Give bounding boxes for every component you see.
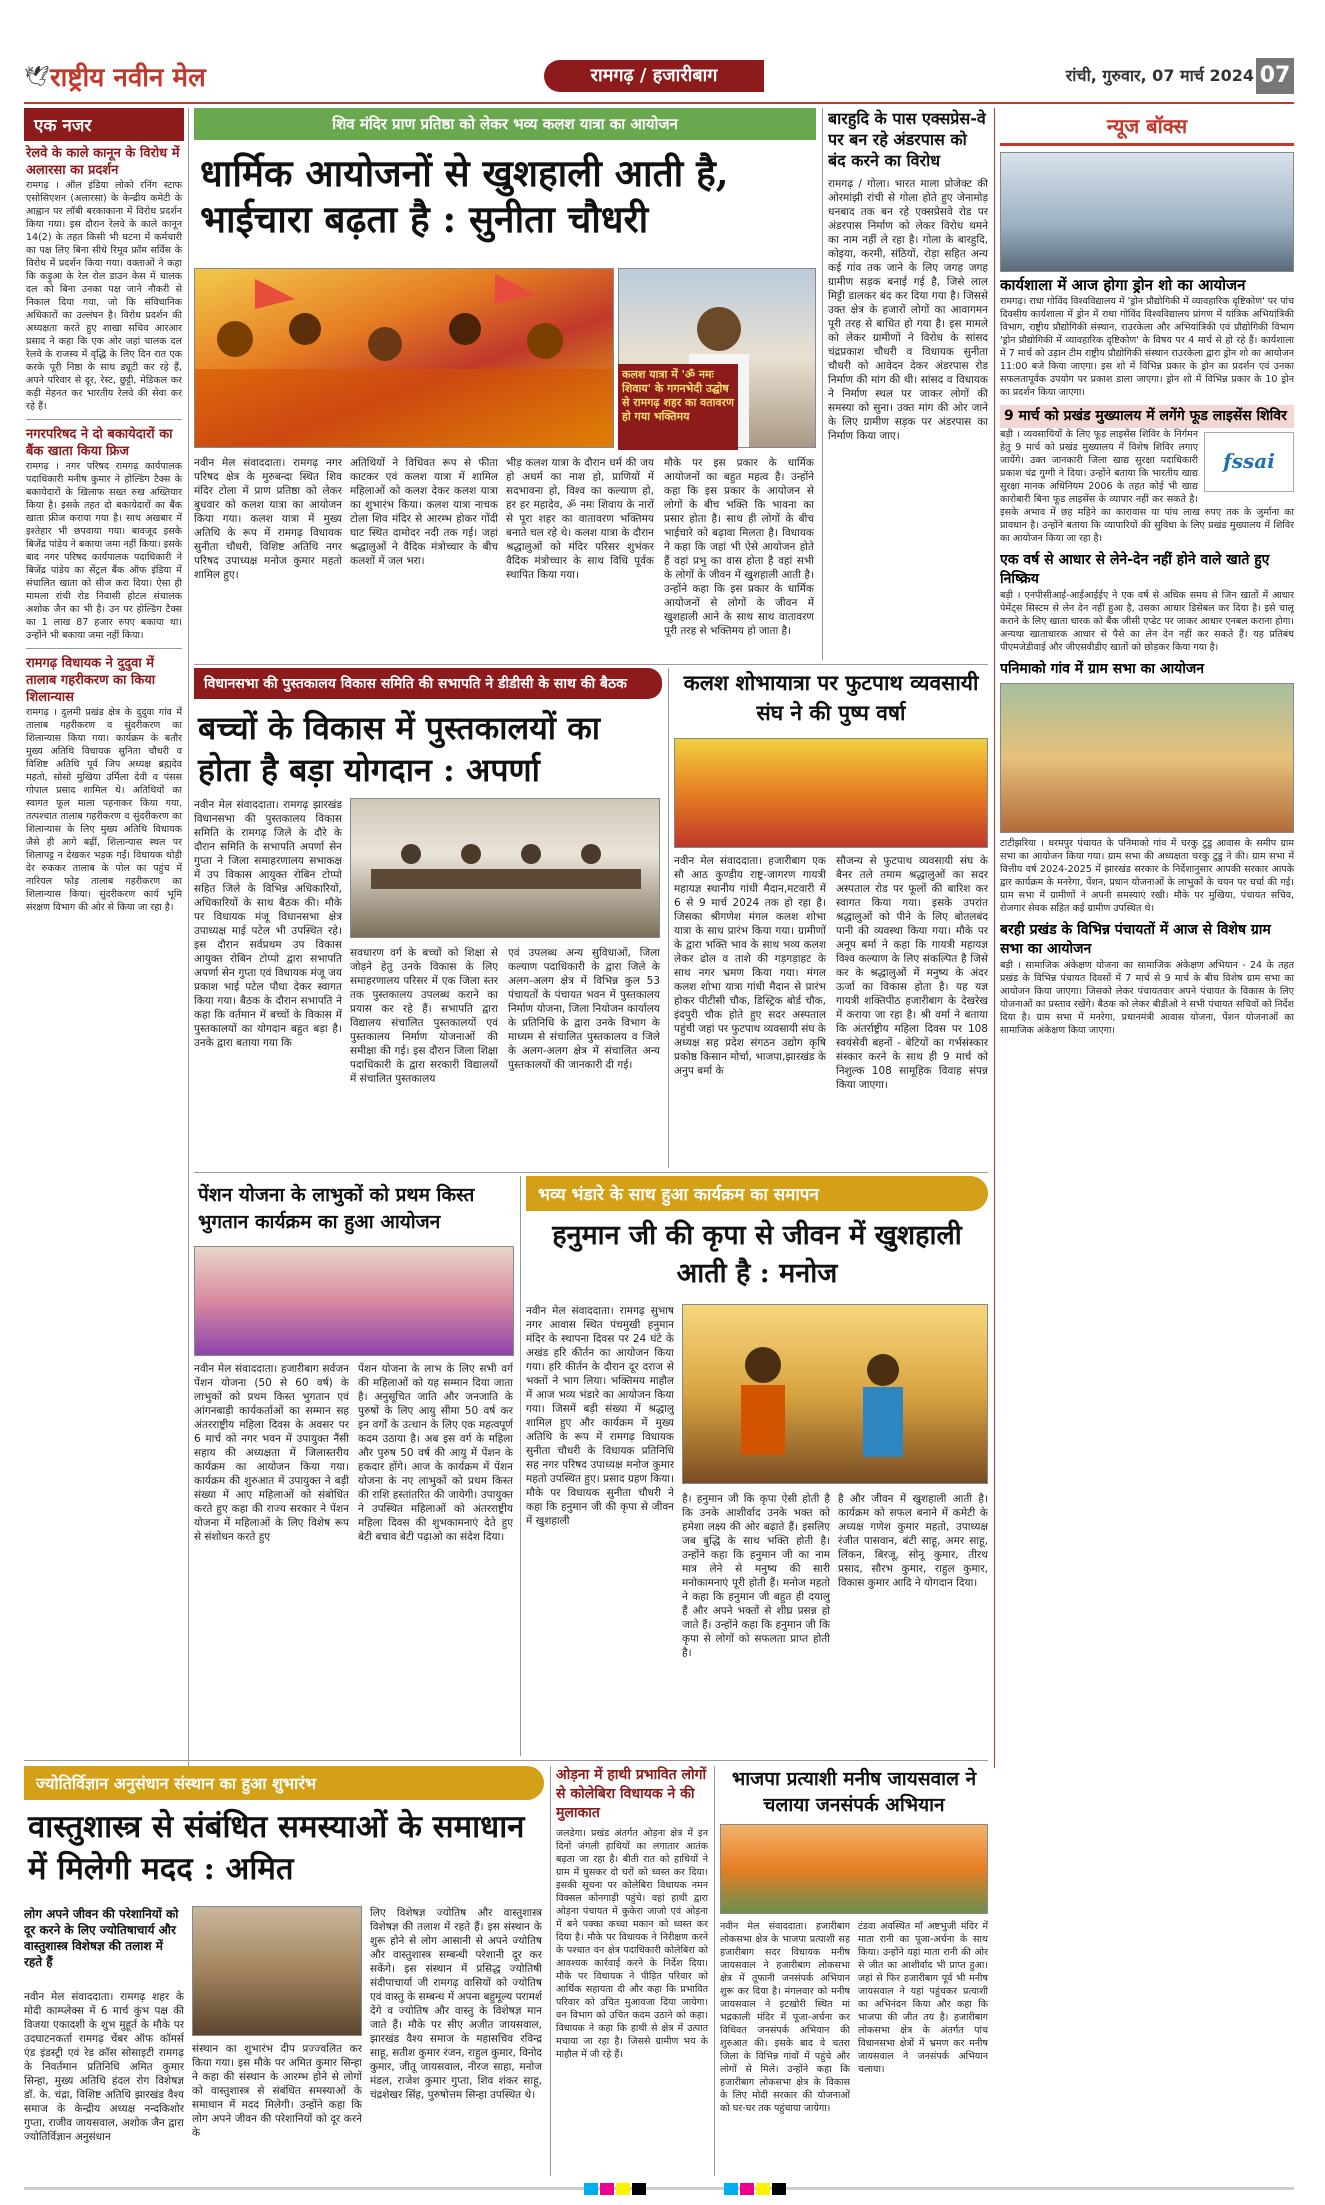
story-body-col2: पेंशन योजना के लाभ के लिए सभी वर्ग की महिलाओं को यह सम्मान दिया जाता है। अनुसूचित जाति और जनजाति के पुरुषों के लिए आयु सीमा 50 वर्ष कर इन वर्गों के उत्थान के लिए एक महत्वपूर्ण कदम उठाया है। अब इस वर्ग के महिला और पुरुष 50 वर्ष की आयु में पेंशन के हकदार होंगे। आज के कार्यक्रम में पेंशन योजना के नए लाभुकों को प्रथम किस्त की राशि हस्तांतरित की जायेगी। उपायुक्त ने उपस्थित महिलाओं को अंतरराष्ट्रीय महिला दिवस की शुभकामनाएं देते हुए बेटी बचाव बेटी पढ़ाओ का संदेश दिया। — [358, 1363, 513, 1543]
flower-shower-photo — [674, 738, 988, 848]
brief-headline: रामगढ़ विधायक ने दुदुवा में तालाब गहरीकरण का किया शिलान्यास — [26, 656, 156, 705]
news-headline: कार्यशाला में आज होगा ड्रोन शो का आयोजन — [1000, 276, 1246, 294]
story-kicker: शिव मंदिर प्राण प्रतिष्ठा को लेकर भव्य कलश यात्रा का आयोजन — [194, 108, 816, 140]
ek-nazar-title: एक नजर — [24, 108, 184, 141]
story-body: जलडेगा। प्रखंड अंतर्गत ओड़ना क्षेत्र में इन दिनों जंगली हाथियों का लगातार आतंक बढ़ता जा रहा है। बीती रात को हाथियों ने ग्राम में घुसकर दो घरों को ध्वस्त कर दिया। इसकी सूचना पर कोलेबिरा विधायक नमन विक्सल कोनगाड़ी पहुंचे। वहां हाथी द्वारा ओड़ना पंचायत में कुकेरा जाजो एवं ओड़ना में बने पक्का कच्चा मकान को ध्वस्त कर दिया है। मौके पर विधायक ने निरीक्षण करने के पश्चात वन क्षेत्र पदाधिकारी कोलेबिरा को आवश्यक कार्रवाई करने के निर्देश दिया। मौके पर विधायक ने पीड़ित परिवार को आर्थिक सहायता दी और कहा कि प्रभावित परिवार को उचित मुआवजा दिया जायेगा। वन विभाग को उचित कदम उठाने को कहा। विधायक ने कहा कि हाथी से क्षेत्र में उत्पात मचाया जा रहा है। जिससे ग्रामीण भय के माहौल में जी रहे हैं। — [556, 1828, 708, 2060]
section-rule — [194, 664, 988, 665]
brief-body: रामगढ़ । नगर परिषद रामगढ़ कार्यपालक पदाधिकारी मनीष कुमार ने होल्डिंग टैक्स के बकायेदारों के खिलाफ सख्त रुख अख्तियार किया है। इसके तहत दो बकायेदारों का बैंक खाता फ्रीज कराया गया है। साथ अखबार में इश्तेहार भी छपवाया गया। बावजूद इसके बिजेंद्र पांडेय ने बकाया जमा नहीं किया। इसके बाद नगर परिषद कार्यपालक पदाधिकारी ने बिजेंद्र पांडेय का सेंट्रल बैंक ऑफ इंडिया में संचालित खाता को सीज करा दिया। ऐसा ही मामला रांची रोड निवासी होटल संचालक अशोक जैन का भी है। उन पर होल्डिंग टैक्स का 1 लाख 87 हजार रुपए बकाया था। उन्होंने भी बकाया जमा नहीं किया। — [26, 461, 182, 641]
story-footpath-union — [674, 668, 988, 1168]
story-kicker: विधानसभा की पुस्तकालय विकास समिति की सभापति ने डीडीसी के साथ की बैठक — [194, 668, 662, 699]
story-subhead: लोग अपने जीवन की परेशानियों को दूर करने के लिए ज्योतिषाचार्य और वास्तुशास्त्र विशेषज्ञ की तलाश में रहते हैं — [24, 1907, 179, 1969]
brief-headline: नगरपरिषद ने दो बकायेदारों का बैंक खाता किया फ्रिज — [26, 427, 173, 459]
story-pension-scheme — [194, 1176, 514, 1756]
story-headline: बारहुदि के पास एक्सप्रेस-वे पर बन रहे अंडरपास को बंद करने का विरोध — [828, 109, 986, 170]
news-body: टाटीझरिया । धरमपुर पंचायत के पनिमाको गांव में चरकु टुडु आवास के समीप ग्राम सभा का आयोजन किया गया। ग्राम सभा की अध्यक्षता चरकु टुडु ने की। ग्राम सभा में वित्तीय वर्ष 2024-2025 में झारखंड सरकार के निर्देशानुसार आपकी सरकार आपके द्वार कार्यक्रम के मनरेगा, पेंशन, प्रधान योजनाओं के लाभुकों के चयन पर चर्चा की गई। ग्राम सभा में ग्रामीणों ने अपनी समस्याएं रखी। मौके पर मुखिया, पंचायत सचिव, रोजगार सेवक सहित कई ग्रामीण उपस्थित थे। — [1000, 838, 1294, 914]
column-rule — [188, 108, 189, 1768]
inauguration-photo — [192, 1906, 362, 2036]
bhandara-photo — [682, 1304, 988, 1484]
news-body: रामगढ़। राधा गोविंद विश्वविद्यालय में 'ड्रोन प्रौद्योगिकी में व्यावहारिक दृष्टिकोण' पर पांच दिवसीय कार्यशाला में ड्रोन में राधा गोविंद विश्वविद्यालय प्रांगण में यांत्रिक अभियांत्रिकी विभाग, राष्ट्रीय प्रौद्योगिकी संस्थान, राउरकेला और अभियांत्रिकी एवं प्रौद्योगिकी विभाग 'ड्रोन प्रौद्योगिकी में व्यावहारिक दृष्टिकोण' के विषय पर 4 मार्च से हो रहे हैं। कार्यशाला में 7 मार्च को उड़ान टीम राष्ट्रीय प्रौद्योगिकी संस्थान राउरकेला द्वारा ड्रोन शो का आयोजन 11:00 बजे किया जाएगा। इस शो में विभिन्न प्रकार के ड्रोन का प्रदर्शन एवं उनका सफलतापूर्वक उपयोग पर प्रकाश डाला जाएगा। ड्रोन शो में विभिन्न प्रकार के 10 ड्रोन का प्रदर्शन किया जाएगा। — [1000, 296, 1294, 398]
story-kicker: ज्योतिर्विज्ञान अनुसंधान संस्थान का हुआ शुभारंभ — [24, 1766, 544, 1800]
gram-sabha-photo — [1000, 683, 1294, 833]
newspaper-name: राष्ट्रीय नवीन मेल — [50, 63, 206, 93]
story-body-col3: है और जीवन में खुशहाली आती है। कार्यक्रम को सफल बनाने में कमेटी के अध्यक्ष गणेश कुमार महतो, उपाध्यक्ष रंजीत पासवान, बंटी साहू, अमर साहू, लिंकन, बिरजू, सोनू कुमार, तीरथ प्रसाद, सौरभ कुमार, राहुल कुमार, विकास कुमार आदि ने योगदान दिया। — [838, 1493, 988, 1589]
pension-event-photo — [194, 1246, 514, 1356]
brief-body: रामगढ़ । ऑल इंडिया लोको रनिंग स्टाफ एसोसिएशन (अलारसा) के केन्द्रीय कमेटी के आह्वान पर लॉबी बरकाकाना में विरोध प्रदर्शन किया गया। इस दौरान रेलवे के काले कानून 14(2) के तहत किसी भी घटना में कर्मचारी का पक्ष लिए बिना सीधे रिमूव फ्रॉम सर्विस के विरोध में प्रदर्शन किया गया। वक्ताओं ने कहा कि कड़ुआ के रेल रोल डाउन केस में चालक दल को बिना उनका पक्ष जाने नौकरी से निकाल दिया गया, जो कि संविधानिक अधिकारों का उल्लंघन है। विरोध प्रदर्शन की अध्यक्षता करते हुए शाखा सचिव आरआर प्रसाद ने कहा कि एक ओर जहां चालक दल रेलवे के राजस्व में वृद्धि के लिए दिन रात एक करके पूरी निष्ठा के साथ ड्यूटी कर रहे हैं, अपने परिवार से दूर, रेस्ट, छुट्टी, मेडिकल कर कड़ी मेहनत कर भारतीय रेलवे की सेवा कर रहे हैं। — [26, 180, 182, 412]
brief-body: रामगढ़ । दुलमी प्रखंड क्षेत्र के दुदुवा गांव में तालाब गहरीकरण व सुंदरीकरण का शिलान्यास किया गया। कार्यक्रम के बतौर मुख्य अतिथि विधायक सुनिता चौधरी व विशिष्ट अतिथि पूर्व जिप अध्यक्ष ब्रह्मदेव महतो, सोसो मुखिया उर्मिला देवी व पंसस गोपाल प्रसाद शामिल थे। अतिथियों का स्वागत फूल माला पहनाकर किया गया, तत्पश्चात तालाब गहरीकरण व सुंदरीकरण का शिलान्यास के लिए मुख्य अतिथि विधायक जैसे ही आगे बढ़ीं, शिलान्यास स्थल पर शिलापट्ट न देखकर भड़क गईं। विधायक थोड़ी देर रुककर तालाब के पोल का पहुंच में नारियल फोड़ तालाब गहरीकरण का शिलान्यास किया। सुंदरीकरण कार्य भूमि संरक्षण विभाग की ओर से किया जा रहा है। — [26, 707, 182, 913]
story-headline: ओड़ना में हाथी प्रभावित लोगों से कोलेबिरा विधायक ने की मुलाकात — [556, 1767, 707, 1821]
story-body-col1: नवीन मेल संवाददाता। हजारीबाग एक सौ आठ कुण्डीय राष्ट्र-जागरण गायत्री महायज्ञ स्थानीय गांधी मैदान,मटवारी में 6 से 9 मार्च 2024 तक हो रहा है। जिसका श्रीगणेश मंगल कलश शोभा यात्रा के साथ प्रारंभ किया गया। ग्रामीणों के द्वारा भक्ति भाव के साथ भव्य कलश लेकर ढोल व ताशे की गड़गड़ाहट के साथ नगर भ्रमण किया गया। मंगल कलश शोभा यात्रा गांधी मैदान से प्रारंभ होकर पीटीसी चौक, डिस्ट्रिक बोर्ड चौक, इंदपुरी चौक होते हुए सदर अस्पताल पहुंची जहां पर फुटपाथ व्यवसायी संघ के अध्यक्ष सह प्रदेश संगठन उद्योग कृषि प्रकोष्ठ किसान मोर्चा, भाजपा,झारखंड के अनुप बर्मा के — [674, 855, 826, 1077]
column-rule — [520, 1176, 521, 1756]
news-headline: एक वर्ष से आधार से लेने-देन नहीं होने वाले खाते हुए निष्क्रिय — [1000, 552, 1270, 587]
section-rule — [194, 1172, 988, 1173]
story-body-col4: मौके पर इस प्रकार के धार्मिक आयोजनों का बहुत महत्व है। उन्होंने कहा कि इस प्रकार के आयोजन से लोगों के बीच भक्ति कि भावना का प्रसार होता है। साथ ही लोगों के बीच भाईचारे को बढ़ावा मिलता है। विधायक ने कहा कि जहां भी ऐसे आयोजन होते हैं वहां प्रभु का वास होता है वहां सभी के लोगों के जीवन में खुशहाली आती है। उन्होंने कहा कि इस प्रकार के धार्मिक आयोजनों से लोगों के जीवन में खुशहाली आने के साथ साथ वातावरण पूरी तरह से भक्तिमय हो जाता है। — [664, 457, 814, 637]
news-body: बड़ी । व्यवसायियों के लिए फूड लाइसेंस शिविर के निर्गमन हेतु 9 मार्च को प्रखंड मुख्यालय में विशेष शिविर लगाए जायेंगे। उक्त जानकारी जिला खाद्य सुरक्षा पदाधिकारी प्रकाश चंद्र गुग्गी ने दिया। उन्होंने बताया कि भारतीय खाद्य सुरक्षा मानक अधिनियम 2006 के तहत कोई भी खाद्य कारोबारी बिना फूड लाइसेंस के व्यापार नहीं कर सकते है। इसके अभाव में छह महिने का कारावास या पांच लाख रुपए तक के जुर्माना का प्रावधान है। उन्होंने बताया कि व्यापारियों की सुविधा के लिए प्रखंड मुख्यालय में शिविर का आयोजन किया जा रहा है। — [1000, 429, 1294, 544]
story-body-col2: अतिथियों ने विधिवत रूप से फीता काटकर एवं कलश यात्रा में शामिल महिलाओं को कलश देकर कलश यात्रा का शुभारंभ किया। कलश यात्रा नाचक टोला शिव मंदिर से आरम्भ होकर गोंदी घाट स्थित दामोदर नदी तक गई। जहां श्रद्धालुओं ने वैदिक मंत्रोच्चार के बीच कलशों में जल भरा। — [350, 457, 498, 567]
story-headline: हनुमान जी की कृपा से जीवन में खुशहाली आती है : मनोज — [552, 1220, 962, 1289]
divider — [26, 648, 182, 649]
brief-headline: रेलवे के काले कानून के विरोध में अलारसा का प्रदर्शन — [26, 146, 180, 178]
story-body-col1: नवीन मेल संवाददाता। रामगढ़ शहर के मोदी काम्प्लेक्स में 6 मार्च कुंभ पक्ष की विजया एकादशी के शुभ मुहूर्त के मौके पर उदघाटनकर्ता रामगढ़ चेंबर ऑफ कॉमर्स एंड इंडस्ट्री एवं रेड क्रॉस सोसाइटी रामगढ़ के निवर्तमान प्रतिनिधि अमित कुमार सिन्हा, मुख्य अतिथि हंदल रोग विशेषज्ञ डॉ. के. चंद्रा, विशिष्ट अतिथि झारखंड वैश्य समाज के केन्द्रीय अध्यक्ष नन्दकिशोर गुप्ता, राजीव जायसवाल, अशोक जैन द्वारा ज्योतिर्विज्ञान अनुसंधान — [24, 1991, 184, 2143]
story-headline: बच्चों के विकास में पुस्तकालयों का होता है बड़ा योगदान : अपर्णा — [198, 709, 601, 789]
drone-workshop-photo — [1000, 152, 1294, 272]
story-headline: भाजपा प्रत्याशी मनीष जायसवाल ने चलाया जनसंपर्क अभियान — [731, 1768, 977, 1816]
story-headline: कलश शोभायात्रा पर फुटपाथ व्यवसायी संघ ने की पुष्प वर्षा — [683, 670, 979, 725]
column-rule — [994, 108, 995, 1768]
meeting-photo — [350, 798, 660, 938]
column-rule — [822, 108, 823, 660]
story-body-col2: सौजन्य से फुटपाथ व्यवसायी संघ के बैनर तले तमाम श्रद्धालुओं का सदर अस्पताल रोड पर फूलों की बारिश कर स्वागत किया गया। इसके उपरांत श्रद्धालुओं को पीने के लिए बोतलबंद पानी की व्यवस्था किया गया। मौके पर अनूप बर्मा ने कहा कि गायत्री महायज्ञ विश्व कल्याण के लिए संकल्पित है जिसे कर के श्रद्धालुओं में मनुष्य के अंदर ऊर्जा का विकास होता है। यह यज्ञ गायत्री शक्तिपीठ हजारीबाग के देखरेख में कराया जा रहा है। श्री वर्मा ने बताया कि अंतर्राष्ट्रीय महिला दिवस पर 108 स्वयंसेवी बहनों - बेटियों का गर्भसंस्कार संस्कार करने के साथ ही 9 मार्च को निशुल्क 108 सामूहिक विवाह संपन्न किया जाएगा। — [836, 855, 988, 1091]
story-elephant-affected — [556, 1766, 708, 2176]
story-headline: धार्मिक आयोजनों से खुशहाली आती है, भाईचारा बढ़ता है : सुनीता चौधरी — [200, 151, 729, 241]
story-body-col1: नवीन मेल संवाददाता। रामगढ़ झारखंड विधानसभा की पुस्तकालय विकास समिति के रामगढ़ जिले के दौरे के दौरान समिति के सभापति अपर्णा सेन गुप्ता ने जिला समाहरणालय सभाकक्ष में उप विकास आयुक्त रोबिन टोप्पो सहित जिले के विभिन्न अधिकारियों, अधिकारियों के साथ बैठक की। मौके पर विधायक मंजू विधानसभा क्षेत्र उपाध्यक्ष माई पटेल भी उपस्थित रहे। इस दौरान सर्वप्रथम उप विकास आयुक्त रोबिन टोप्पो द्वारा सभापति अपर्णा सेन गुप्ता एवं विधायक मंजू जय प्रकाश भाई पटेल पौधा देकर स्वागत किया गया। बैठक के दौरान सभापति ने कहा कि वर्तमान में बच्चों के विकास में पुस्तकालयों का योगदान बहुत बड़ा है। उनके द्वारा बताया गया कि — [194, 799, 342, 1049]
ek-nazar-column — [24, 108, 184, 1778]
story-body-col2: टंडवा अवस्थित माँ अष्टभुजी मंदिर में माता रानी का पूजा-अर्चना के साथ किया। उन्होंने यहां माता रानी की ओर से जीत का आशीर्वाद भी प्राप्त हुआ। जहां से फिर हजारीबाग पूर्व भी मनीष जायसवाल ने यहां पहुंचकर प्रत्याशी का अभिनंदन किया और कहा कि भाजपा की जीत तय है। हजारीबाग लोकसभा क्षेत्र के अंतर्गत पांच विधानसभा क्षेत्रों में भ्रमण कर मनीष जायसवाल ने जनसंपर्क अभियान चलाया। — [858, 1921, 988, 2075]
story-body-col1: नवीन मेल संवाददाता। हजारीबाग सर्वजन पेंशन योजना (50 से 60 वर्ष) के लाभुकों को प्रथम किस्त भुगतान एवं आंगनबाड़ी कार्यकर्ताओं का सम्मान सह अंतरराष्ट्रीय महिला दिवस के अवसर पर 6 मार्च को नगर भवन में उपायुक्त नैंसी सहाय की अध्यक्षता में जिलास्तरीय कार्यक्रम का आयोजन किया गया। कार्यक्रम की शुरुआत में उपायुक्त ने बड़ी संख्या में आए महिलाओं को संबोधित करते हुए कहा की राज्य सरकार ने पेंशन योजना में महिलाओं के लिए विशेष रूप से संशोधन करते हुए — [194, 1363, 349, 1543]
column-rule — [714, 1766, 715, 2176]
story-body-col2: है। हनुमान जी कि कृपा ऐसी होती है कि उनके आशीर्वाद उनके भक्त को हमेशा लक्ष्य की ओर बढ़ाते हैं। इसलिए जब बुद्धि के साथ भक्ति होती है। उन्होंने कहा कि हनुमान जी का नाम मात्र लेने से मनुष्य की सारी मनोकामनाएं पूरी होती हैं। मनोज महतो ने कहा कि हनुमान जी बहुत ही दयालु हैं और अपने भक्तों से शीघ्र प्रसन्न हो जाते हैं। उन्होंने कहा कि हनुमान जी कि कृपा से लोगों को सफलता प्राप्त होती है। — [682, 1493, 830, 1659]
story-headline: वास्तुशास्त्र से संबंधित समस्याओं के समाधान में मिलेगी मदद : अमित — [28, 1809, 525, 1887]
story-kalash-yatra — [194, 108, 816, 660]
news-body: बड़ी । सामाजिक अंकेक्षण योजना का सामाजिक अंकेक्षण अभियान - 24 के तहत प्रखंड के विभिन्न पंचायत दिवसों में 7 मार्च से 9 मार्च के बीच विशेष ग्राम सभा का आयोजन किया जाएगा। जिसको लेकर पंचायतवार अपने पंचायत के विकास के लिए योजनाओं का प्रस्ताव रखेंगे। बैठक को लेकर बीडीओ ने सभी पंचायत सचिवों को निर्देश दिया है। ग्राम सभा में मनरेगा, प्रधानमंत्री आवास योजना, पेंशन योजनाओं का सामाजिक अंकेक्षण किया जाएगा। — [1000, 960, 1294, 1036]
story-body-col3: एवं उपलब्ध अन्य सुविधाओं, जिला कल्याण पदाधिकारी के द्वारा जिले के अलग-अलग क्षेत्र में विभिन्न कुल 53 पंचायतों के पंचायत भवन में पुस्तकालय निर्माण योजना, जिला नियोजन कार्यालय के प्रतिनिधि के द्वारा उनके विभाग के माध्यम से संचालित पुस्तकालय व जिले के अलग-अलग क्षेत्र में संचालित अन्य पुस्तकालयों की जानकारी दी गई। — [508, 947, 660, 1071]
news-body: बड़ी । एनपीसीआई-आईआईईए ने एक वर्ष से अधिक समय से जिन खातों में आधार पेमेंट्स सिस्टम से लेन देन नहीं हुआ है, उसका आधार डिसेबल कर दिया है। इसे चालू कराने के लिए खाता धारक को बैंक जीसी एप्डेट पर जाकर आधार एनबल कराना होगा। अन्यथा खाताधारक आधार से पैसे का लेन देन नहीं कर सकते हैं। यह प्रतिबंध पीएमजेडीवाई और जीएसवीडीए खातों को छोड़कर किया गया है। — [1000, 590, 1294, 653]
story-hanuman-bhandara — [526, 1176, 988, 1756]
story-body-col2: सवधारण वर्ग के बच्चों को शिक्षा से जोड़ने हेतु उनके विकास के लिए समाहरणालय परिसर में एक जिला स्तर तक पुस्तकालय उपलब्ध कराने का प्रयास कर रहे हैं। सभापति द्वारा विद्यालय संचालित पुस्तकालयों एवं पुस्तकालय निर्माण योजनाओं की समीक्षा की गई। इस दौरान जिला शिक्षा पदाधिकारी के द्वारा सरकारी विद्यालयों में संचालित पुस्तकालय — [350, 947, 498, 1085]
meeting-illustration — [351, 799, 660, 938]
news-box-title: न्यूज बॉक्स — [1000, 108, 1294, 146]
news-headline: पनिमाको गांव में ग्राम सभा का आयोजन — [1000, 661, 1205, 677]
story-library-committee — [194, 668, 662, 1168]
column-rule — [668, 668, 669, 1168]
page-number: 07 — [1256, 58, 1294, 94]
bhandara-illustration — [683, 1305, 988, 1484]
crowd-illustration — [195, 269, 614, 448]
bird-logo-icon: 🕊 — [24, 64, 50, 88]
story-body-col3: भीड़ कलश यात्रा के दौरान धर्म की जय हो अधर्म का नाश हो, प्राणियों में सदभावना हो, विश्व का कल्याण हो, हर हर महादेव, ॐ नमः शिवाय के नारों से पूरा शहर का वातावरण भक्तिमय बनाते चल रहे थे। कलश यात्रा के दौरान श्रद्धालुओं को मंदिर परिसर शुभंकर वैदिक मंत्रोच्चार के साथ विधि पूर्वक स्थापित किया गया। — [506, 457, 654, 581]
story-headline: पेंशन योजना के लाभुकों को प्रथम किस्त भुगतान कार्यक्रम का हुआ आयोजन — [198, 1184, 475, 1233]
story-kicker: भव्य भंडारे के साथ हुआ कार्यक्रम का समापन — [526, 1176, 988, 1211]
divider — [26, 419, 182, 420]
photo-caption: कलश यात्रा में 'ॐ नमः शिवाय' के गगनभेदी उद्घोष से रामगढ़ शहर का वतावरण हो गया भक्तिमय — [618, 364, 738, 450]
section-name: रामगढ़ / हजारीबाग — [544, 60, 764, 92]
news-headline: बरही प्रखंड के विभिन्न पंचायतों में आज से विशेष ग्राम सभा का आयोजन — [1000, 922, 1271, 957]
story-body-col1: नवीन मेल संवाददाता। रामगढ़ नगर परिषद क्षेत्र के मुरुबन्दा स्थित शिव मंदिर टोला में प्राण प्रतिष्ठा को लेकर बुधवार को कलश यात्रा का आयोजन किया गया। कलश यात्रा में मुख्य अतिथि के रूप में रामगढ़ विधायक सुनीता चौधरी, विशिष्ट अतिथि नगर परिषद उपाध्यक्ष मनोज कुमार महतो शामिल हुए। — [194, 457, 342, 581]
news-headline: 9 मार्च को प्रखंड मुख्यालय में लगेंगे फूड लाइसेंस शिविर — [1004, 408, 1287, 424]
kalash-yatra-photo — [194, 268, 614, 448]
food-license-header — [1000, 405, 1294, 428]
story-bjp-campaign — [720, 1766, 988, 2176]
issue-date: रांची, गुरुवार, 07 मार्च 2024 — [1065, 66, 1254, 85]
story-body: रामगढ़ / गोला। भारत माला प्रोजेक्ट की ओरमांझी रांची से गोला होते हुए जेनामोड़ धनबाद तक बन रहे एक्सप्रेसवे रोड पर अंडरपास निर्माण को लेकर विरोध थमने का नाम नहीं ले रहा है। गोला के बारहुदि, कोइया, करमी, संठियों, रोड़ा सहित अन्य कई गांव तक जाने के लिए जगह जगह ग्रामीण सड़क बनाई गई है, जिसे लाल मिट्टी डालकर बंद कर दिया गया है। जिससे उक्त क्षेत्र के हजारों लोगों का आवागमन पूरी तरह से बाधित हो गया है। इस मामले को लेकर ग्रामीणों ने विरोध के सांसद चंद्रप्रकाश चौधरी व विधायक सुनीता चौधरी को आवेदन देकर अंडरपास रोड निर्माण की मांग की थी। सांसद व विधायक ने निर्माण स्थल पर जाकर लोगों की समस्या को सुना। उक्त मांग की ओर जाने के लिए ग्रामीण सड़क पर अंडरपास का निर्माण किया जाए। — [828, 178, 988, 442]
story-body-col2: लिए विशेषज्ञ ज्योतिष और वास्तुशास्त्र विशेषज्ञ की तलाश में रहते हैं। इस संस्थान के शुरू होने से लोग आसानी से अपने ज्योतिष और वास्तुशास्त्र सम्बन्धी परेशानी दूर कर सकेंगे। इस संस्थान में प्रसिद्ध ज्योतिषी संदीपाचार्या जी रामगढ़ वासियों को ज्योतिष एवं वास्तु के सम्बन्ध में अपना बहुमूल्य परामर्श देंगे व ज्योतिष और वास्तु के विशेषज्ञ मान जाते हैं। मौके पर सीए अजीत जायसवाल, झारखंड वैश्य समाज के महासचिव रविन्द्र साहू, सतीश कुमार रंजन, राहुल कुमार, विनोद कुमार, जीतू जायसवाल, नीरज साहा, मनोज मंडल, राजेश कुमार गुप्ता, शिव शंकर साहू, चंद्रशेखर सिंह, पुरुषोत्तम सिन्हा उपस्थित थे। — [370, 1907, 542, 2101]
story-body-col3: संस्थान का शुभारंभ दीप प्रज्ज्वलित कर किया गया। इस मौके पर अमित कुमार सिन्हा ने कहा की संस्थान के आरम्भ होने से लोगों को वास्तुशास्त्र से संबंधित समस्याओं के समाधान में मदद मिलेगी। उन्होंने कहा कि लोग अपने जीवन की परेशानियों को दूर करने के — [192, 2043, 362, 2139]
campaign-photo — [720, 1824, 988, 1914]
fssai-logo-icon: fssai — [1204, 432, 1294, 492]
story-astrology-institute — [24, 1766, 544, 2176]
masthead — [24, 58, 1294, 102]
section-rule — [24, 1760, 988, 1761]
story-body-col1: नवीन मेल संवाददाता। रामगढ़ सुभाष नगर आवास स्थित पंचमुखी हनुमान मंदिर के स्थापना दिवस पर 24 घंटे के अखंड हरि कीर्तन का आयोजन किया गया। हरि कीर्तन के दौरान दूर दराज से भक्तों ने भाग लिया। भक्तिमय माहौल में आज भव्य भंडारे का आयोजन किया गया। जिसमें बड़ी संख्या में श्रद्धालु शामिल हुए और कार्यक्रम में मुख्य अतिथि के रूप में रामगढ़ विधायक सुनीता चौधरी के विधायक प्रतिनिधि सह नगर परिषद उपाध्यक्ष मनोज कुमार महतो उपस्थित हुए। प्रसाद ग्रहण किया। मौके पर विधायक सुनीता चौधरी ने कहा कि हनुमान जी की कृपा से जीवन में खुशहाली — [526, 1305, 674, 1527]
registration-marks — [24, 2183, 1294, 2195]
masthead-rule — [24, 102, 1294, 104]
print-color-bar — [24, 2180, 1294, 2192]
story-body-col1: नवीन मेल संवाददाता। हजारीबाग लोकसभा क्षेत्र के भाजपा प्रत्याशी सह हजारीबाग सदर विधायक मनीष जायसवाल ने हजारीबाग लोकसभा क्षेत्र में तूफानी जनसंपर्क अभियान शुरू कर दिया है। मंगलवार को मनीष जायसवाल ने इटखोरी स्थित मां भद्रकाली मंदिर में पूजा-अर्चना कर विधिवत जनसंपर्क अभियान की शुरुआत की। इसके बाद वे चतरा जिला के विभिन्न गांवों में पहुंचे और लोगों से मिले। उन्होंने कहा कि हजारीबाग लोकसभा क्षेत्र के विकास के लिए मोदी सरकार की योजनाओं को घर-घर तक पहुंचाया जायेगा। — [720, 1921, 850, 2114]
column-rule — [550, 1766, 551, 2176]
story-underpass-protest — [828, 108, 988, 660]
news-box — [1000, 108, 1294, 1768]
